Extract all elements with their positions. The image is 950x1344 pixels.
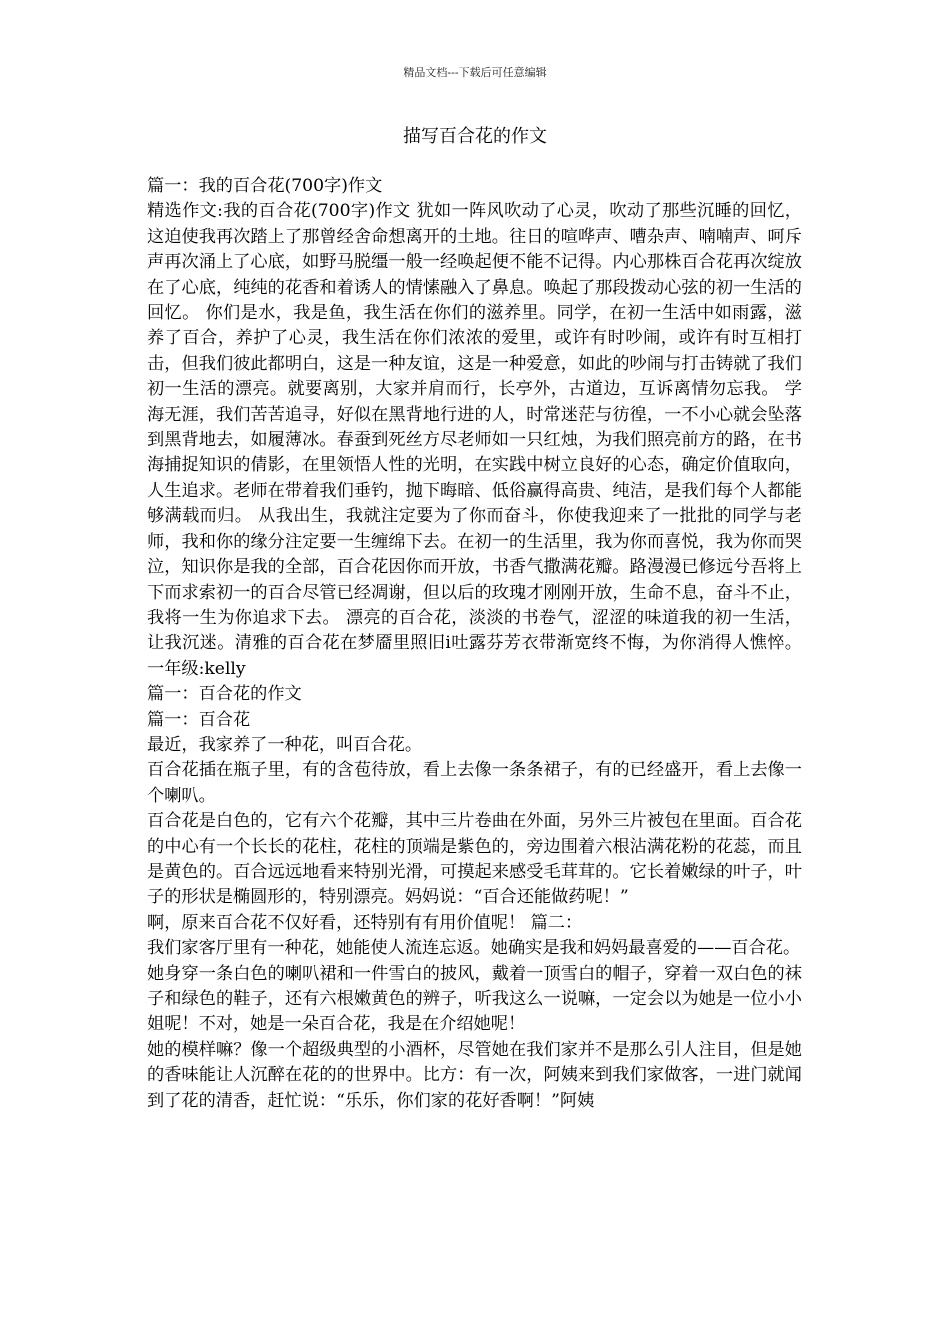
document-title: 描写百合花的作文 [403, 126, 547, 147]
paragraph: 篇一：百合花的作文 [147, 684, 302, 705]
paragraph: 篇一：百合花 [147, 709, 251, 730]
paragraph: 她的模样嘛？像一个超级典型的小酒杯，尽管她在我们家并不是那么引人注目，但是她的香味能让人沉醉在花的的世界中。比方：有一次，阿姨来到我们家做客，一进门就闻到了花的清香，赶忙说：“乐乐，你们家的花好香啊！”阿姨 [147, 1039, 802, 1111]
paragraph: 精选作文:我的百合花(700字)作文 犹如一阵风吹动了心灵，吹动了那些沉睡的回忆，这迫使我再次踏上了那曾经舍命想离开的土地。往日的喧哗声、嘈杂声、喃喃声、呵斥声再次涌上了心底，如野马脱缰一般一经唤起便不能不记得。内心那株百合花再次绽放在了心底，纯纯的花香和着诱人的情愫融入了鼻息。唤起了那段拨动心弦的初一生活的回忆。 你们是水，我是鱼，我生活在你们的滋养里。同学，在初一生活中如雨露，滋养了百合，养护了心灵，我生活在你们浓浓的爱里，或许有时吵闹，或许有时互相打击，但我们彼此都明白，这是一种友谊，这是一种爱意，如此的吵闹与打击铸就了我们初一生活的漂亮。就要离别，大家并肩而行，长亭外，古道边，互诉离情勿忘我。 学海无涯，我们苦苦追寻，好似在黑背地行进的人，时常迷茫与彷徨，一不小心就会坠落到黑背地去，如履薄冰。春蚕到死丝方尽老师如一只红烛，为我们照亮前方的路，在书海捕捉知识的倩影，在里领悟人性的光明，在实践中树立良好的心态，确定价值取向，人生追求。老师在带着我们垂钓，抛下晦暗、低俗赢得高贵、纯洁，是我们每个人都能够满载而归。 从我出生，我就注定要为了你而奋斗，你使我迎来了一批批的同学与老师，我和你的缘分注定要一生缠绵下去。在初一的生活里，我为你而喜悦，我为你而哭泣，知识你是我的全部，百合花因你而开放，书香气撒满花瓣。路漫漫已修远兮吾将上下而求索初一的百合尽管已经凋谢，但以后的玫瑰才刚刚开放，生命不息，奋斗不止，我将一生为你追求下去。 漂亮的百合花，淡淡的书卷气，涩涩的味道我的初一生活，让我沉迷。清雅的百合花在梦靥里照旧i吐露芬芳衣带渐宽终不悔，为你消得人憔悴。一年级:kelly [147, 201, 802, 679]
paragraph: 百合花插在瓶子里，有的含苞待放，看上去像一条条裙子，有的已经盛开，看上去像一个喇叭。 [147, 760, 802, 806]
paragraph: 篇一：我的百合花(700字)作文 [147, 176, 383, 196]
paragraph: 最近，我家养了一种花，叫百合花。 [147, 734, 423, 755]
paragraph: 啊，原来百合花不仅好看，还特别有有用价值呢！ 篇二： [147, 912, 583, 933]
paragraph: 她身穿一条白色的喇叭裙和一件雪白的披风，戴着一顶雪白的帽子，穿着一双白色的袜子和绿色的鞋子，还有六根嫩黄色的辨子，听我这么一说嘛，一定会以为她是一位小小姐呢！不对，她是一朵百合花，我是在介绍她呢！ [147, 963, 802, 1035]
document-body [147, 174, 802, 1114]
paragraph: 我们家客厅里有一种花，她能使人流连忘返。她确实是我和妈妈最喜爱的——百合花。 [147, 938, 801, 959]
page-header: 精品文档---下载后可任意编辑 [403, 66, 547, 79]
paragraph: 百合花是白色的，它有六个花瓣，其中三片卷曲在外面，另外三片被包在里面。百合花的中心有一个长长的花柱，花柱的顶端是紫色的，旁边围着六根沾满花粉的花蕊，而且是黄色的。百合远远地看来特别光滑，可摸起来感受毛茸茸的。它长着嫩绿的叶子，叶子的形状是椭圆形的，特别漂亮。妈妈说：“百合还能做药呢！” [147, 811, 802, 908]
